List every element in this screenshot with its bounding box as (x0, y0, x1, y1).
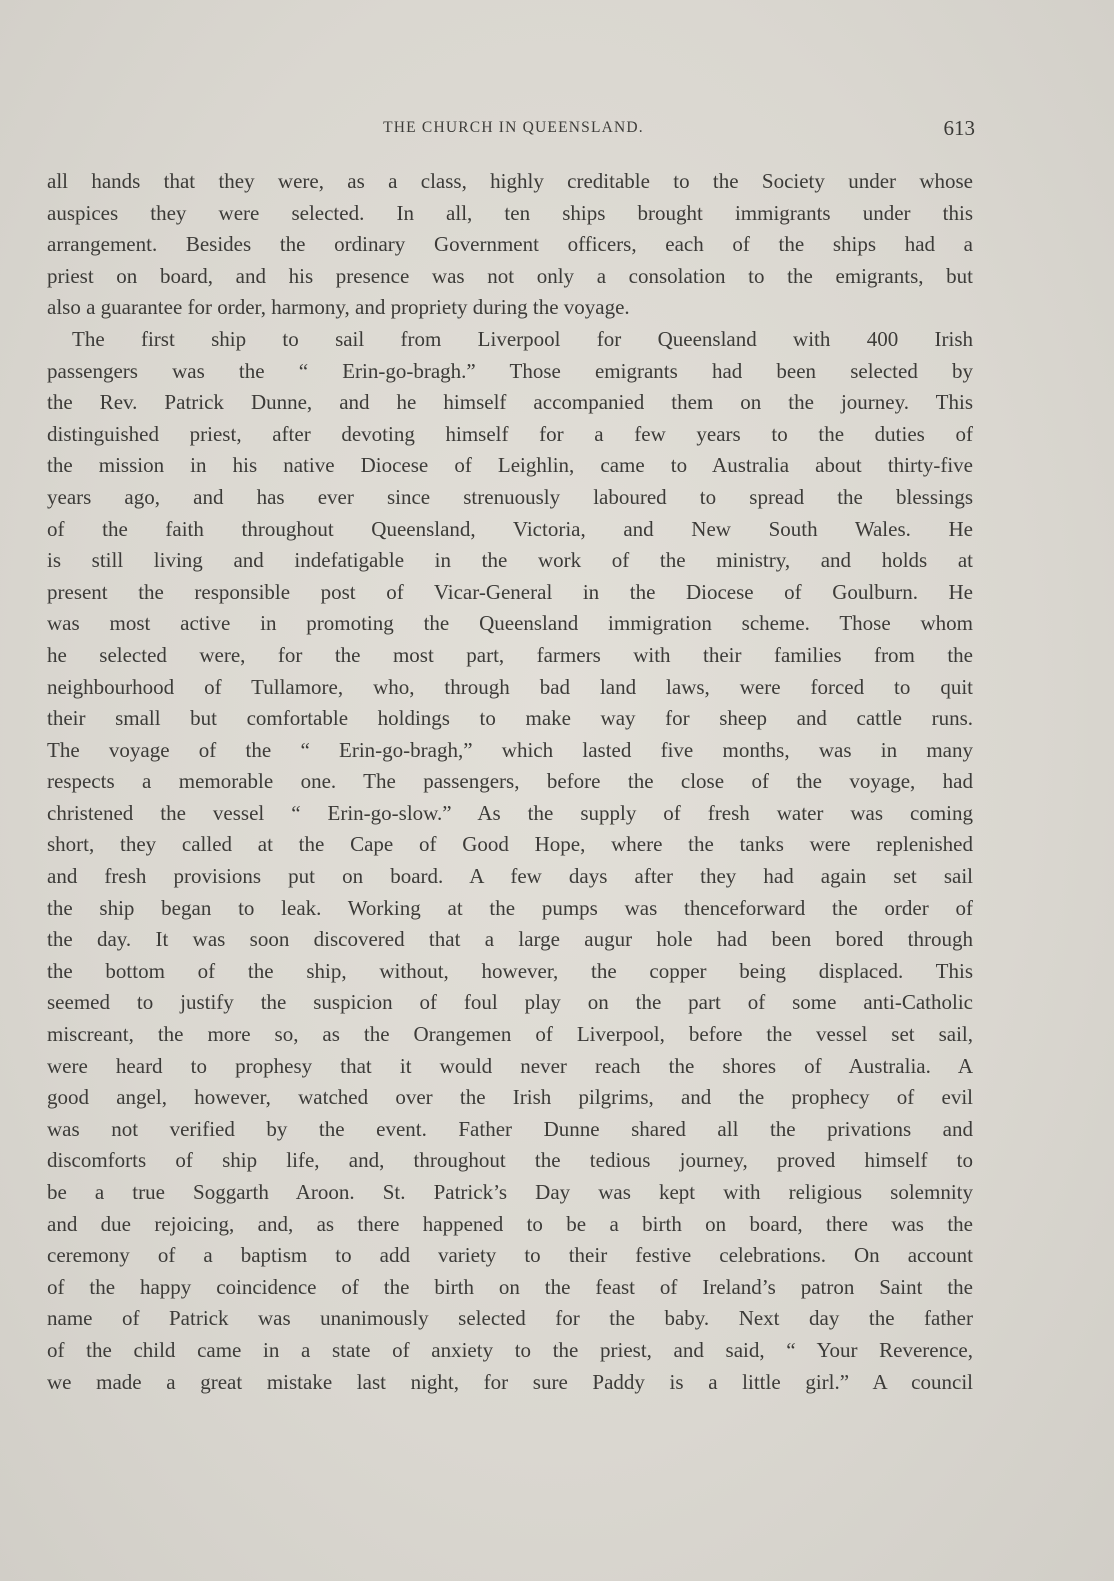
text-line: be a true Soggarth Aroon. St. Patrick’s Day was kept with religious solemnity (47, 1180, 973, 1204)
text-line: of the happy coincidence of the birth on the feast of Ireland’s patron Saint the (47, 1274, 973, 1299)
running-head (52, 116, 975, 142)
page-number: 613 (943, 116, 975, 140)
text-line: also a guarantee for order, harmony, and propriety during the voyage. (47, 295, 630, 320)
text-line: christened the vessel “ Erin-go-slow.” As the supply of fresh water was coming (47, 800, 973, 825)
text-line: of the faith throughout Queensland, Victoria, and New South Wales. He (47, 516, 973, 541)
text-line: present the responsible post of Vicar-General in the Diocese of Goulburn. He (47, 579, 973, 604)
text-line: the day. It was soon discovered that a large augur hole had been bored through (47, 927, 973, 952)
text-line: the bottom of the ship, without, however, the copper being displaced. This (47, 958, 973, 983)
text-line: priest on board, and his presence was not only a consolation to the emigrants, but (47, 263, 973, 288)
text-line: respects a memorable one. The passengers, before the close of the voyage, had (47, 769, 973, 794)
text-line: miscreant, the more so, as the Orangemen of Liverpool, before the vessel set sail, (47, 1022, 973, 1047)
text-line: auspices they were selected. In all, ten ships brought immigrants under this (47, 200, 973, 225)
text-line: were heard to prophesy that it would never reach the shores of Australia. A (47, 1053, 973, 1078)
text-line: the mission in his native Diocese of Leighlin, came to Australia about thirty-five (47, 453, 973, 478)
text-line: of the child came in a state of anxiety to the priest, and said, “ Your Reverence, (47, 1337, 973, 1362)
text-line: distinguished priest, after devoting himself for a few years to the duties of (47, 421, 973, 446)
text-line: the ship began to leak. Working at the pumps was thenceforward the order of (47, 895, 973, 920)
paragraph-first-line: The first ship to sail from Liverpool for Queensland with 400 Irish (72, 326, 973, 351)
text-line: is still living and indefatigable in the work of the ministry, and holds at (47, 548, 973, 573)
text-line: and fresh provisions put on board. A few days after they had again set sail (47, 864, 973, 889)
body-text (47, 166, 973, 1398)
text-line: we made a great mistake last night, for sure Paddy is a little girl.” A council (47, 1369, 973, 1394)
text-line: good angel, however, watched over the Irish pilgrims, and the prophecy of evil (47, 1085, 973, 1110)
text-line: The voyage of the “ Erin-go-bragh,” which lasted five months, was in many (47, 737, 973, 762)
text-line: and due rejoicing, and, as there happened to be a birth on board, there was the (47, 1211, 973, 1236)
text-line: he selected were, for the most part, farmers with their families from the (47, 642, 973, 667)
text-line: short, they called at the Cape of Good Hope, where the tanks were replenished (47, 832, 973, 857)
text-line: their small but comfortable holdings to make way for sheep and cattle runs. (47, 706, 973, 731)
text-line: seemed to justify the suspicion of foul play on the part of some anti-Catholic (47, 990, 973, 1015)
text-line: all hands that they were, as a class, highly creditable to the Society under whose (47, 169, 973, 193)
text-line: was most active in promoting the Queensland immigration scheme. Those whom (47, 611, 973, 636)
text-line: neighbourhood of Tullamore, who, through bad land laws, were forced to quit (47, 674, 973, 699)
text-line: years ago, and has ever since strenuously laboured to spread the blessings (47, 484, 973, 509)
text-line: name of Patrick was unanimously selected for the baby. Next day the father (47, 1306, 973, 1331)
text-line: arrangement. Besides the ordinary Government officers, each of the ships had a (47, 232, 973, 257)
text-line: was not verified by the event. Father Dunne shared all the privations and (47, 1116, 973, 1141)
text-line: the Rev. Patrick Dunne, and he himself accompanied them on the journey. This (47, 390, 973, 415)
text-line: discomforts of ship life, and, throughout the tedious journey, proved himself to (47, 1148, 973, 1173)
running-title: THE CHURCH IN QUEENSLAND. (383, 119, 644, 136)
text-line: passengers was the “ Erin-go-bragh.” Those emigrants had been selected by (47, 358, 973, 383)
text-line: ceremony of a baptism to add variety to their festive celebrations. On account (47, 1243, 973, 1268)
